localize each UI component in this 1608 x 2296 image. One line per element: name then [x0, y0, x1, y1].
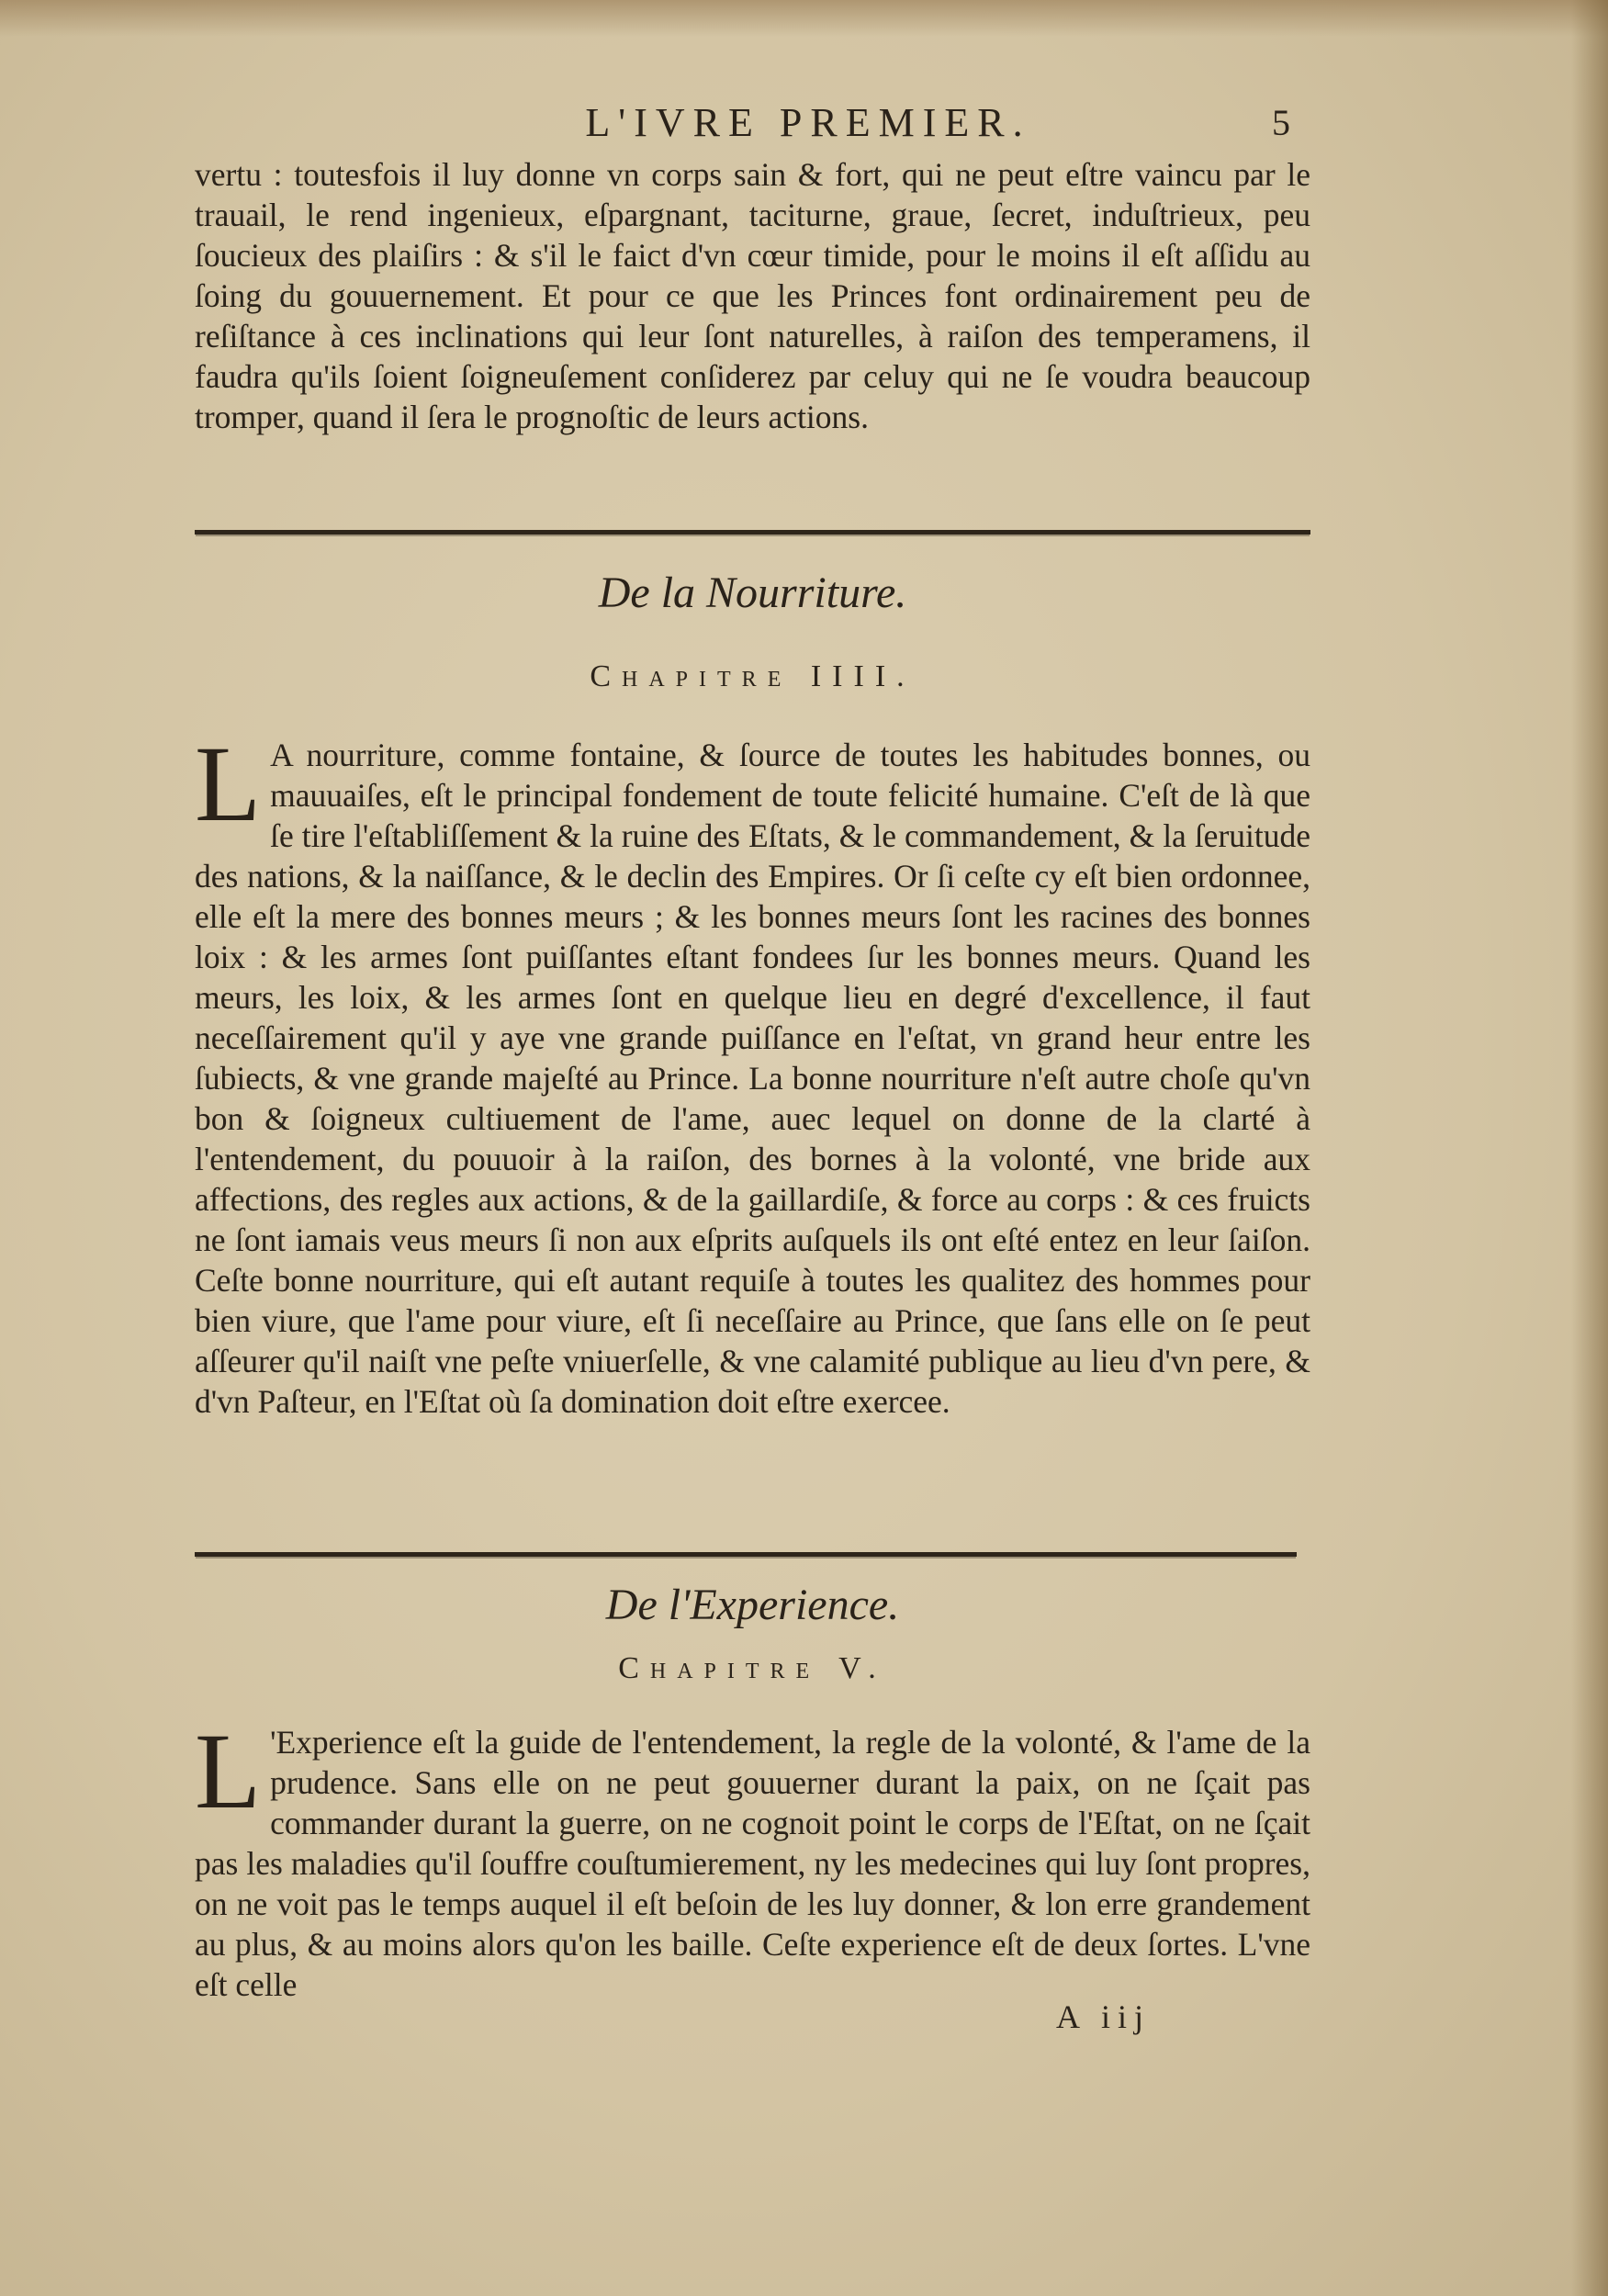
chapter4-text: A nourriture, comme fontaine, & ſource de toutes les habitudes bonnes, ou mauuaiſes, eſt le principal fondement de toute felicité humaine. C'eſt de là que ſe tire l'eſtabliſſement & la ruine des Eſtats, & le commandement, & la ſeruitude des nations, & la naiſſance, & le declin des Empires. Or ſi ceſte cy eſt bien ordonnee, elle eſt la mere des bonnes meurs ; & les bonnes meurs ſont les racines des bonnes loix : & les armes ſont puiſſantes eſtant fondees ſur les bonnes meurs. Quand les meurs, les loix, & les armes ſont en quelque lieu en degré d'excellence, il faut neceſſairement qu'il y aye vne grande puiſſance en l'eſtat, vn grand heur entre les ſubiects, & vne grande majeſté au Prince. La bonne nourriture n'eſt autre choſe qu'vn bon & ſoigneux cultiuement de l'ame, auec lequel on donne de la clarté à l'entendement, du pouuoir à la raiſon, des bornes à la volonté, vne bride aux affections, des regles aux actions, & de la gaillardiſe, & force au corps : & ces fruicts ne ſont iamais veus meurs ſi non aux eſprits auſquels ils ont eſté entez en leur ſaiſon. Ceſte bonne nourriture, qui eſt autant requiſe à toutes les qualitez des hommes pour bien viure, que l'ame pour viure, eſt ſi neceſſaire au Prince, que ſans elle on ſe peut aſſeurer qu'il naiſt vne peſte vniuerſelle, & vne calamité publique au lieu d'vn pere, & d'vn Paſteur, en l'Eſtat où ſa domination doit eſtre exercee.	[195, 737, 1310, 1420]
chapter4-divider-rule	[195, 530, 1310, 535]
chapter4-label: Chapitre IIII.	[590, 659, 916, 693]
chapter4-title: De la Nourriture.	[598, 568, 907, 617]
chapter5-divider-rule	[195, 1552, 1297, 1557]
running-head: L'IVRE PREMIER.	[585, 100, 1031, 145]
chapter5-dropcap: L	[195, 1711, 262, 1831]
page-top-shadow	[0, 0, 1608, 37]
chapter5-body	[195, 1711, 1310, 2005]
continued-text: vertu : toutesfois il luy donne vn corps sain & fort, qui ne peut eſtre vaincu par le trauail, le rend ingenieux, eſpargnant, taciturne, graue, ſecret, induſtrieux, peu ſoucieux des plaiſirs : & s'il le faict d'vn cœur timide, pour le moins il eſt aſſidu au ſoing du gouuernement. Et pour ce que les Princes font ordinairement peu de reſiſtance à ces inclinations qui leur ſont naturelles, à raiſon des temperamens, il faudra qu'ils ſoient ſoigneuſement conſiderez par celuy qui ne ſe voudra beaucoup tromper, quand il ſera le prognoſtic de leurs actions.	[195, 156, 1310, 435]
chapter4-dropcap: L	[195, 724, 262, 844]
signature-mark: A iij	[1056, 1998, 1152, 2035]
chapter5-text: 'Experience eſt la guide de l'entendement, la regle de la volonté, & l'ame de la prudence. Sans elle on ne peut gouuerner durant la paix, on ne ſçait pas commander durant la guerre, on ne cognoit point le corps de l'Eſtat, on ne ſçait pas les maladies qu'il ſouffre couſtumierement, ny les medecines qui luy ſont propres, on ne voit pas le temps auquel il eſt beſoin de les luy donner, & lon erre grandement au plus, & au moins alors qu'on les baille. Ceſte experience eſt de deux ſortes. L'vne eſt celle	[195, 1724, 1310, 2003]
continued-paragraph	[195, 154, 1310, 437]
chapter5-title: De l'Experience.	[605, 1581, 900, 1629]
page-gutter-shadow	[1571, 0, 1608, 2296]
page-number: 5	[1272, 102, 1290, 143]
chapter4-body	[195, 724, 1310, 1422]
chapter5-label: Chapitre V.	[618, 1651, 887, 1685]
